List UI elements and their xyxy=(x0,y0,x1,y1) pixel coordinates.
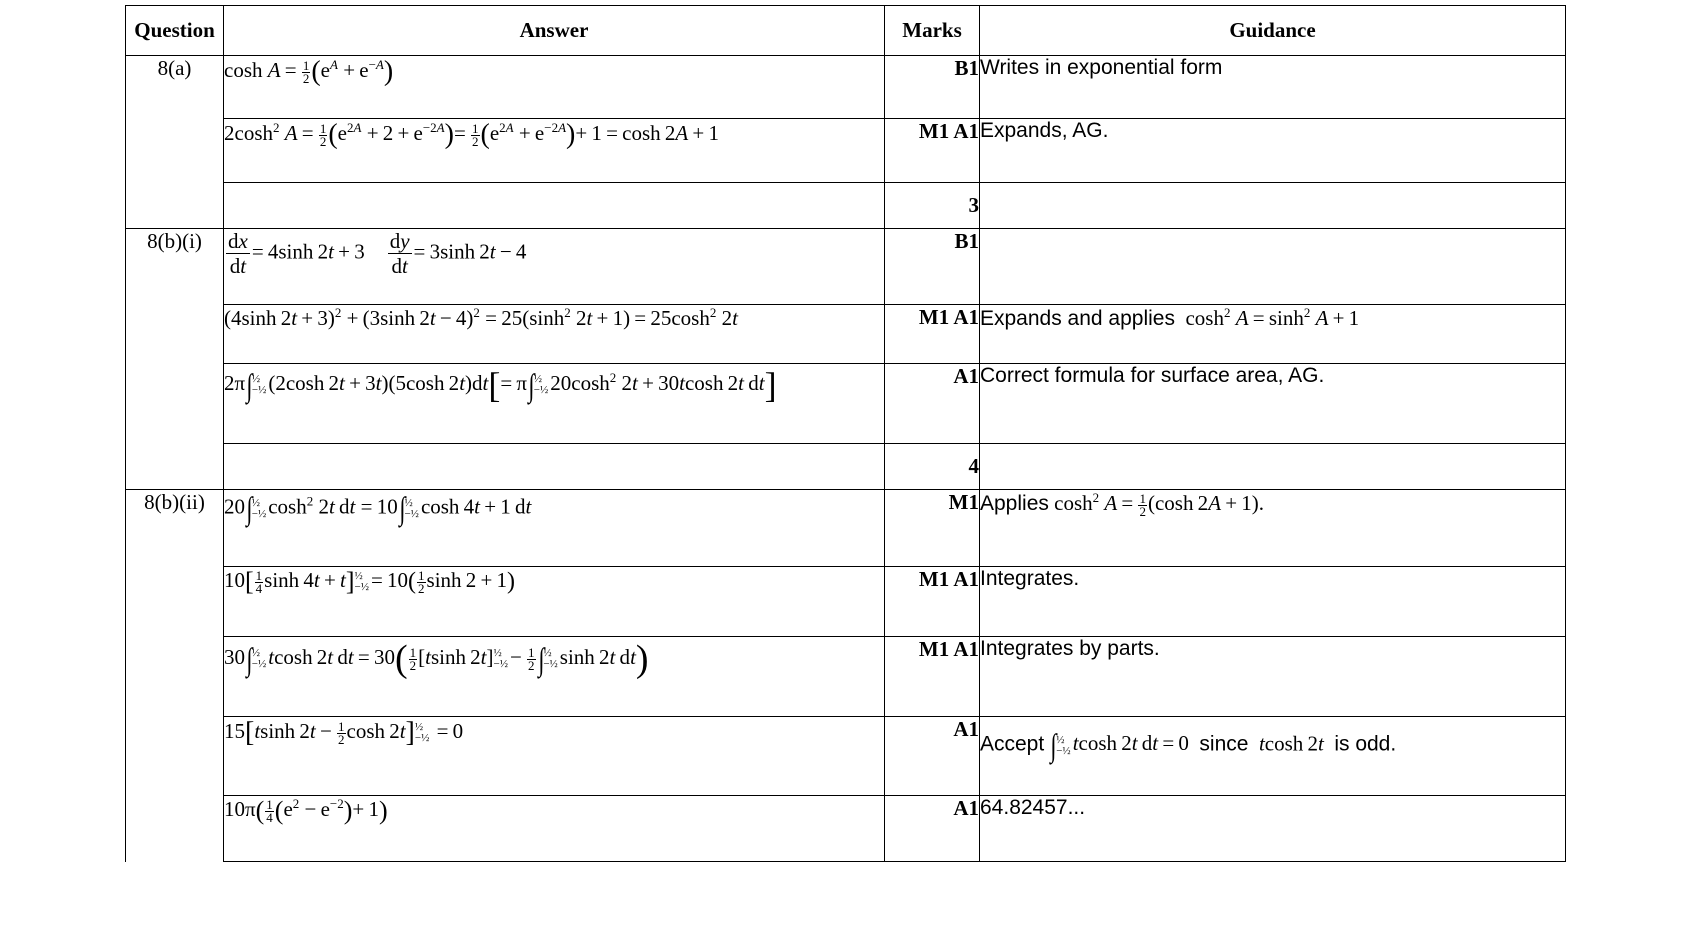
table-row xyxy=(126,796,1566,862)
answer-cell: 10π( $\frac{1}{4}$ $(e^2 - e^{-2})+ 1$) xyxy=(224,796,885,862)
guidance-text: Expands and applies xyxy=(980,307,1175,330)
guidance-cell xyxy=(980,229,1566,305)
guidance-is-odd: is odd. xyxy=(1334,732,1397,756)
table-row xyxy=(126,56,1566,119)
marks-cell: M1 A1 xyxy=(885,119,980,183)
answer-cell: 30∫ ½ −½ tcosh 2t dt = 30( $\frac{1}{2}$ [tsinh 2t] ½ −½ − $\frac{1}{2}$ ∫ ½ −½ sinh 2t dt) xyxy=(224,637,885,717)
header-guidance: Guidance xyxy=(980,6,1566,56)
header-question: Question xyxy=(126,6,224,56)
table-row xyxy=(126,637,1566,717)
marks-cell: B1 xyxy=(885,56,980,119)
answer-cell: 20∫ ½ −½ $\cosh^2 2t$ dt = 10∫ ½ −½ cosh 4t + 1 dt xyxy=(224,490,885,567)
answer-cell: (4sinh 2t + 3)$^2$ + (3sinh $2t - 4)^2 = 25(\sinh^2$ $2t + 1) = 25\cosh^2$ 2t xyxy=(224,305,885,364)
answer-cell xyxy=(224,444,885,490)
header-marks: Marks xyxy=(885,6,980,56)
guidance-text: Applies xyxy=(980,492,1049,515)
mark-scheme-table xyxy=(125,5,1566,862)
marks-cell: M1 A1 xyxy=(885,637,980,717)
marks-cell: M1 xyxy=(885,490,980,567)
guidance-accept: Accept xyxy=(980,732,1045,756)
table-row xyxy=(126,229,1566,305)
marks-cell: A1 xyxy=(885,364,980,444)
guidance-cell: Writes in exponential form xyxy=(980,56,1566,119)
marks-cell: B1 xyxy=(885,229,980,305)
guidance-since: since xyxy=(1199,732,1249,756)
marks-cell: M1 A1 xyxy=(885,567,980,637)
answer-cell xyxy=(224,183,885,229)
question-label: 8(b)(i) xyxy=(126,229,224,490)
guidance-cell xyxy=(980,183,1566,229)
table-row xyxy=(126,305,1566,364)
guidance-cell: Expands, AG. xyxy=(980,119,1566,183)
guidance-cell: Integrates by parts. xyxy=(980,637,1566,717)
marks-cell: A1 xyxy=(885,796,980,862)
table-row xyxy=(126,490,1566,567)
total-marks-cell: 4 xyxy=(885,444,980,490)
table-row xyxy=(126,567,1566,637)
total-marks-cell: 3 xyxy=(885,183,980,229)
answer-cell: $2\cosh^2$ A = $\frac{1}{2}$ $(e^{2A} + 2 + e^{-2A})=$ $\frac{1}{2}$ $(e^{2A} + e^{-2A})+ 1 = \cosh 2A + 1$ xyxy=(224,119,885,183)
answer-cell: 2π∫ ½ −½ (2cosh 2t + 3t)(5cosh 2t)dt[= π∫ ½ −½ $20\cosh^2$ 2t + 30tcosh 2t dt] xyxy=(224,364,885,444)
table-row xyxy=(126,183,1566,229)
header-answer: Answer xyxy=(224,6,885,56)
guidance-cell xyxy=(980,444,1566,490)
answer-cell: cosh A = $\frac{1}{2}$ $(e^A + e^{-A})$ xyxy=(224,56,885,119)
answer-cell: 10[ $\frac{1}{4}$ sinh 4t + t] ½ −½ = 10( $\frac{1}{2}$ sinh 2 + 1) xyxy=(224,567,885,637)
guidance-cell: 64.82457... xyxy=(980,796,1566,862)
marks-cell: M1 A1 xyxy=(885,305,980,364)
question-label: 8(a) xyxy=(126,56,224,229)
guidance-cell: Applies $\cosh^2 A$ = $\frac{1}{2}$ (cosh 2A + 1). xyxy=(980,490,1566,567)
answer-cell: $\frac{dx}{dt}$ = 4sinh 2t + 3 $\frac{dy}{dt}$ = 3sinh 2t − 4 xyxy=(224,229,885,305)
table-row xyxy=(126,119,1566,183)
guidance-cell: Integrates. xyxy=(980,567,1566,637)
question-label: 8(b)(ii) xyxy=(126,490,224,862)
guidance-cell: Accept ∫ ½ −½ tcosh 2t dt = 0 since tcosh 2t is odd. xyxy=(980,717,1566,796)
answer-cell: 15[tsinh 2t − $\frac{1}{2}$ cosh 2t] ½ −½ = 0 xyxy=(224,717,885,796)
marks-cell: A1 xyxy=(885,717,980,796)
table-row xyxy=(126,364,1566,444)
table-row xyxy=(126,444,1566,490)
guidance-cell: Expands and applies $\cosh^2 A = \sinh^2 A + 1$ xyxy=(980,305,1566,364)
header-row xyxy=(126,6,1566,56)
table-row xyxy=(126,717,1566,796)
guidance-cell: Correct formula for surface area, AG. xyxy=(980,364,1566,444)
